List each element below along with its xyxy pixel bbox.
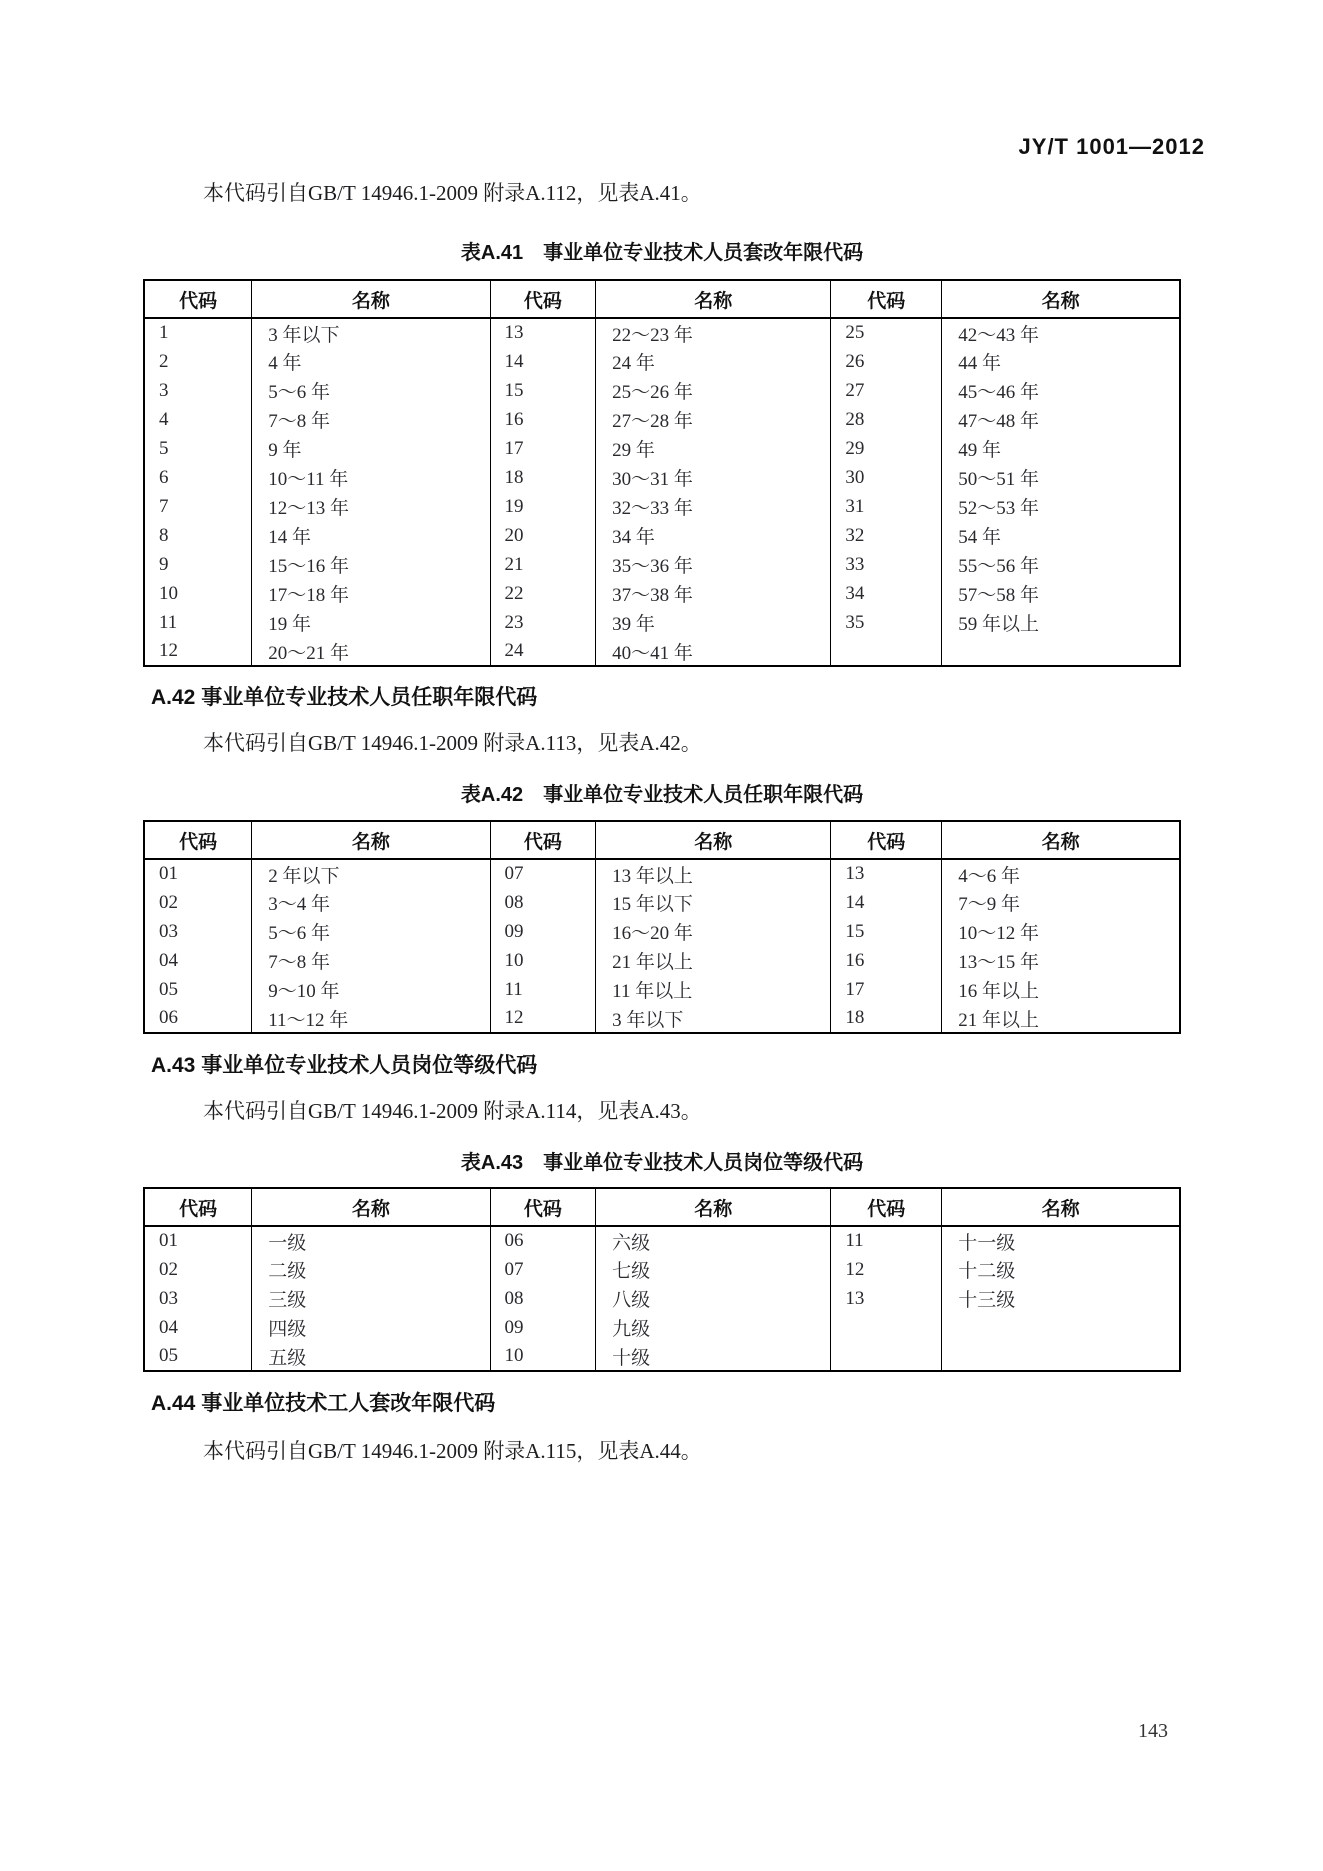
code-cell: 03 (159, 1287, 178, 1309)
table-row (144, 1284, 1180, 1313)
column-header: 代码 (144, 280, 252, 318)
name-cell: 六级 (596, 1226, 831, 1255)
code-cell: 34 (831, 579, 942, 608)
name-cell: 3 年以下 (596, 1004, 831, 1033)
code-cell: 10 (490, 946, 596, 975)
table-row (144, 1004, 1180, 1033)
code-cell: 5 (159, 437, 169, 459)
code-cell: 06 (159, 1007, 178, 1028)
name-cell: 七级 (596, 1255, 831, 1284)
code-cell: 23 (490, 608, 596, 637)
paragraph-a43-intro: 本代码引自GB/T 14946.1-2009 附录A.114，见表A.43。 (203, 1099, 702, 1123)
code-cell: 09 (490, 917, 596, 946)
name-cell: 2 年以下 (252, 859, 490, 888)
name-cell: 19 年 (252, 608, 490, 637)
code-cell: 2 (159, 350, 169, 372)
name-cell (942, 1313, 1180, 1342)
table-a41-title: 表A.41 事业单位专业技术人员套改年限代码 (460, 242, 864, 264)
table-row (144, 975, 1180, 1004)
name-cell: 11 年以上 (596, 975, 831, 1004)
code-cell: 12 (831, 1255, 942, 1284)
code-cell: 35 (831, 608, 942, 637)
name-cell: 55～56 年 (942, 550, 1180, 579)
table-row (144, 550, 1180, 579)
column-header: 名称 (252, 280, 490, 318)
column-header: 名称 (942, 1188, 1180, 1226)
name-cell: 22～23 年 (596, 318, 831, 347)
code-cell: 11 (159, 611, 178, 633)
name-cell (942, 637, 1180, 666)
name-cell: 十三级 (942, 1284, 1180, 1313)
name-cell: 30～31 年 (596, 463, 831, 492)
name-cell: 34 年 (596, 521, 831, 550)
name-cell: 20～21 年 (252, 637, 490, 666)
name-cell: 3 年以下 (252, 318, 490, 347)
name-cell: 16～20 年 (596, 917, 831, 946)
name-cell: 一级 (252, 1226, 490, 1255)
code-cell: 17 (490, 434, 596, 463)
name-cell: 37～38 年 (596, 579, 831, 608)
code-cell: 18 (490, 463, 596, 492)
table-row (144, 492, 1180, 521)
name-cell: 39 年 (596, 608, 831, 637)
code-cell (831, 1313, 942, 1342)
code-cell: 27 (831, 376, 942, 405)
column-header: 代码 (144, 821, 252, 859)
code-cell: 01 (159, 863, 178, 884)
name-cell: 三级 (252, 1284, 490, 1313)
code-cell: 7 (159, 495, 169, 517)
name-cell: 十一级 (942, 1226, 1180, 1255)
code-cell: 3 (159, 379, 169, 401)
table-row (144, 917, 1180, 946)
name-cell: 40～41 年 (596, 637, 831, 666)
table-a42 (143, 820, 1181, 1034)
code-cell: 15 (490, 376, 596, 405)
page-content (143, 0, 1181, 1464)
name-cell: 13～15 年 (942, 946, 1180, 975)
name-cell: 十级 (596, 1342, 831, 1371)
table-row (144, 521, 1180, 550)
table-row (144, 1226, 1180, 1255)
name-cell: 35～36 年 (596, 550, 831, 579)
name-cell: 3～4 年 (252, 888, 490, 917)
name-cell: 25～26 年 (596, 376, 831, 405)
code-cell: 04 (159, 949, 178, 971)
column-header: 代码 (831, 821, 942, 859)
code-cell: 13 (490, 318, 596, 347)
code-cell: 17 (831, 975, 942, 1004)
paragraph-a44-intro: 本代码引自GB/T 14946.1-2009 附录A.115，见表A.44。 (203, 1439, 702, 1463)
table-row (144, 434, 1180, 463)
name-cell: 13 年以上 (596, 859, 831, 888)
column-header: 代码 (831, 1188, 942, 1226)
name-cell: 5～6 年 (252, 917, 490, 946)
code-cell: 19 (490, 492, 596, 521)
code-cell: 31 (831, 492, 942, 521)
name-cell: 7～9 年 (942, 888, 1180, 917)
code-cell: 24 (490, 637, 596, 666)
name-cell: 17～18 年 (252, 579, 490, 608)
name-cell: 21 年以上 (942, 1004, 1180, 1033)
code-cell: 30 (831, 463, 942, 492)
code-cell: 29 (831, 434, 942, 463)
name-cell: 54 年 (942, 521, 1180, 550)
name-cell: 八级 (596, 1284, 831, 1313)
name-cell: 12～13 年 (252, 492, 490, 521)
code-cell: 09 (490, 1313, 596, 1342)
name-cell: 10～11 年 (252, 463, 490, 492)
table-row (144, 1255, 1180, 1284)
name-cell: 47～48 年 (942, 405, 1180, 434)
column-header: 名称 (252, 821, 490, 859)
paragraph-a41-intro: 本代码引自GB/T 14946.1-2009 附录A.112，见表A.41。 (203, 181, 702, 205)
column-header: 代码 (490, 821, 596, 859)
paragraph-a42-intro: 本代码引自GB/T 14946.1-2009 附录A.113，见表A.42。 (203, 731, 702, 755)
name-cell: 59 年以上 (942, 608, 1180, 637)
code-cell: 12 (159, 640, 178, 661)
code-cell: 03 (159, 920, 178, 942)
table-header-row (144, 1188, 1180, 1226)
column-header: 代码 (831, 280, 942, 318)
name-cell: 9～10 年 (252, 975, 490, 1004)
code-cell: 15 (831, 917, 942, 946)
name-cell: 15～16 年 (252, 550, 490, 579)
page-number: 143 (1138, 1720, 1168, 1742)
table-row (144, 1313, 1180, 1342)
table-row (144, 1342, 1180, 1371)
code-cell: 8 (159, 524, 169, 546)
table-a43 (143, 1187, 1181, 1372)
code-cell: 21 (490, 550, 596, 579)
table-row (144, 946, 1180, 975)
code-cell: 28 (831, 405, 942, 434)
code-cell: 9 (159, 553, 169, 575)
code-cell: 26 (831, 347, 942, 376)
code-cell: 20 (490, 521, 596, 550)
table-header-row (144, 821, 1180, 859)
code-cell: 16 (490, 405, 596, 434)
code-cell: 07 (490, 859, 596, 888)
section-heading-a44: A.44 事业单位技术工人套改年限代码 (151, 1392, 496, 1415)
name-cell: 52～53 年 (942, 492, 1180, 521)
name-cell: 29 年 (596, 434, 831, 463)
code-cell: 25 (831, 318, 942, 347)
name-cell: 11～12 年 (252, 1004, 490, 1033)
name-cell: 24 年 (596, 347, 831, 376)
code-cell: 08 (490, 1284, 596, 1313)
code-cell: 13 (831, 1284, 942, 1313)
table-a41 (143, 279, 1181, 667)
code-cell: 32 (831, 521, 942, 550)
name-cell: 二级 (252, 1255, 490, 1284)
code-cell: 02 (159, 1258, 178, 1280)
name-cell: 32～33 年 (596, 492, 831, 521)
name-cell: 27～28 年 (596, 405, 831, 434)
name-cell: 44 年 (942, 347, 1180, 376)
name-cell: 15 年以下 (596, 888, 831, 917)
section-heading-a42: A.42 事业单位专业技术人员任职年限代码 (151, 686, 538, 709)
code-cell (831, 1342, 942, 1371)
code-cell: 11 (490, 975, 596, 1004)
table-row (144, 579, 1180, 608)
name-cell: 十二级 (942, 1255, 1180, 1284)
column-header: 名称 (942, 280, 1180, 318)
name-cell: 四级 (252, 1313, 490, 1342)
code-cell: 33 (831, 550, 942, 579)
column-header: 代码 (144, 1188, 252, 1226)
code-cell: 08 (490, 888, 596, 917)
column-header: 名称 (596, 821, 831, 859)
name-cell (942, 1342, 1180, 1371)
column-header: 名称 (252, 1188, 490, 1226)
code-cell: 07 (490, 1255, 596, 1284)
column-header: 代码 (490, 1188, 596, 1226)
column-header: 名称 (942, 821, 1180, 859)
code-cell: 4 (159, 408, 169, 430)
code-cell: 22 (490, 579, 596, 608)
name-cell: 42～43 年 (942, 318, 1180, 347)
code-cell: 14 (490, 347, 596, 376)
name-cell: 4 年 (252, 347, 490, 376)
table-row (144, 637, 1180, 666)
name-cell: 9 年 (252, 434, 490, 463)
name-cell: 49 年 (942, 434, 1180, 463)
name-cell: 50～51 年 (942, 463, 1180, 492)
table-row (144, 405, 1180, 434)
name-cell: 4～6 年 (942, 859, 1180, 888)
table-a42-title: 表A.42 事业单位专业技术人员任职年限代码 (460, 784, 864, 806)
code-cell: 05 (159, 1345, 178, 1366)
name-cell: 16 年以上 (942, 975, 1180, 1004)
code-cell (831, 637, 942, 666)
table-row (144, 608, 1180, 637)
column-header: 名称 (596, 280, 831, 318)
table-row (144, 463, 1180, 492)
name-cell: 14 年 (252, 521, 490, 550)
code-cell: 06 (490, 1226, 596, 1255)
code-cell: 11 (831, 1226, 942, 1255)
name-cell: 21 年以上 (596, 946, 831, 975)
code-cell: 18 (831, 1004, 942, 1033)
code-cell: 05 (159, 978, 178, 1000)
code-cell: 13 (831, 859, 942, 888)
code-cell: 16 (831, 946, 942, 975)
column-header: 代码 (490, 280, 596, 318)
name-cell: 5～6 年 (252, 376, 490, 405)
table-row (144, 888, 1180, 917)
table-row (144, 347, 1180, 376)
code-cell: 01 (159, 1230, 178, 1251)
name-cell: 五级 (252, 1342, 490, 1371)
code-cell: 12 (490, 1004, 596, 1033)
code-cell: 14 (831, 888, 942, 917)
code-cell: 1 (159, 322, 169, 343)
code-cell: 10 (159, 582, 178, 604)
column-header: 名称 (596, 1188, 831, 1226)
code-cell: 04 (159, 1316, 178, 1338)
doc-code-header: JY/T 1001—2012 (1018, 134, 1205, 159)
table-a43-title: 表A.43 事业单位专业技术人员岗位等级代码 (460, 1152, 864, 1174)
name-cell: 九级 (596, 1313, 831, 1342)
section-heading-a43: A.43 事业单位专业技术人员岗位等级代码 (151, 1054, 538, 1077)
table-header-row (144, 280, 1180, 318)
code-cell: 02 (159, 891, 178, 913)
code-cell: 10 (490, 1342, 596, 1371)
table-row (144, 376, 1180, 405)
name-cell: 45～46 年 (942, 376, 1180, 405)
name-cell: 7～8 年 (252, 405, 490, 434)
name-cell: 10～12 年 (942, 917, 1180, 946)
table-row (144, 318, 1180, 347)
name-cell: 7～8 年 (252, 946, 490, 975)
code-cell: 6 (159, 466, 169, 488)
name-cell: 57～58 年 (942, 579, 1180, 608)
table-row (144, 859, 1180, 888)
